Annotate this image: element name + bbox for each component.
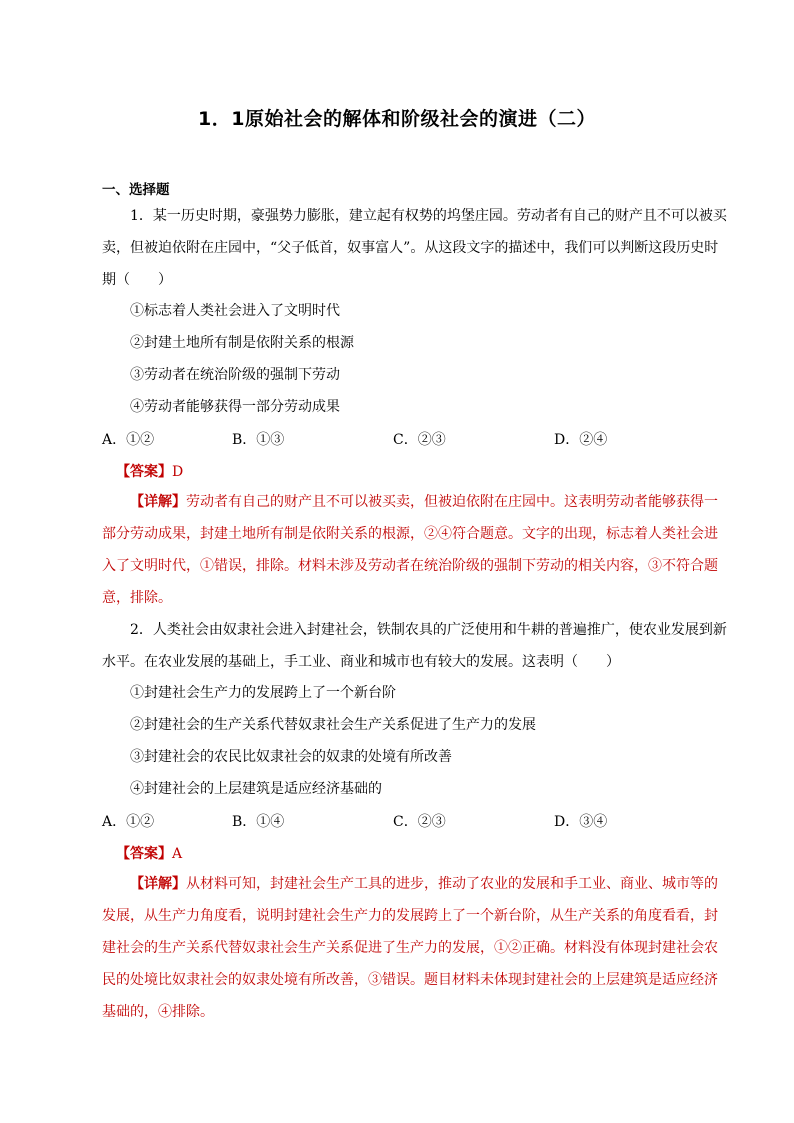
choice-a: A．①② — [102, 814, 155, 830]
detail-tag: 【详解】 — [130, 494, 186, 510]
question-2-answer — [116, 843, 182, 863]
choice-a: A．①② — [102, 432, 155, 448]
question-1-option-3: ③劳动者在统治阶级的强制下劳动 — [130, 367, 340, 383]
page-title: 1．1原始社会的解体和阶级社会的演进（二） — [198, 108, 596, 130]
detail-text: 劳动者有自己的财产且不可以被买卖，但被迫依附在庄园中。这表明劳动者能够获得一部分劳动成果，封建土地所有制是依附关系的根源，②④符合题意。文字的出现，标志着人类社会进入了文明时代，①错误，排除。材料未涉及劳动者在统治阶级的强制下劳动的相关内容，③不符合题意，排除。 — [102, 494, 718, 606]
question-2-detail — [102, 868, 727, 1028]
question-1-detail — [102, 486, 727, 614]
question-2-option-2: ②封建社会的生产关系代替奴隶社会生产关系促进了生产力的发展 — [130, 717, 536, 733]
question-2-stem: 2．人类社会由奴隶社会进入封建社会，铁制农具的广泛使用和牛耕的普遍推广，使农业发展到新水平。在农业发展的基础上，手工业、商业和城市也有较大的发展。这表明（ ） — [102, 622, 727, 670]
detail-text: 从材料可知，封建社会生产工具的进步，推动了农业的发展和手工业、商业、城市等的发展，从生产力角度看，说明封建社会生产力的发展跨上了一个新台阶，从生产关系的角度看看，封建社会的生产关系代替奴隶社会生产关系促进了生产力的发展，①②正确。材料没有体现封建社会农民的处境比奴隶社会的奴隶处境有所改善，③错误。题目材料未体现封建社会的上层建筑是适应经济基础的，④排除。 — [102, 876, 718, 1020]
choice-c: C．②③ — [393, 814, 446, 830]
question-2-option-3: ③封建社会的农民比奴隶社会的奴隶的处境有所改善 — [130, 749, 452, 765]
choice-c: C．②③ — [393, 432, 446, 448]
question-1-choices — [102, 429, 727, 449]
question-stem — [102, 200, 727, 296]
question-2-option-4: ④封建社会的上层建筑是适应经济基础的 — [130, 781, 382, 797]
question-2-choices — [102, 811, 727, 831]
detail-tag: 【详解】 — [130, 876, 186, 892]
question-1-stem: 1．某一历史时期，豪强势力膨胀，建立起有权势的坞堡庄园。劳动者有自己的财产且不可以被买卖，但被迫依附在庄园中，“父子低首，奴事富人”。从这段文字的描述中，我们可以判断这段历史时期（ ） — [102, 208, 727, 288]
question-1-option-1: ①标志着人类社会进入了文明时代 — [130, 303, 340, 319]
answer-tag: 【答案】 — [116, 464, 172, 480]
answer-tag: 【答案】 — [116, 846, 172, 862]
choice-b: B．①④ — [232, 814, 285, 830]
question-stem — [102, 614, 727, 678]
answer-value: A — [172, 846, 183, 862]
question-1-answer — [116, 461, 183, 481]
question-1-option-4: ④劳动者能够获得一部分劳动成果 — [130, 399, 340, 415]
question-2-option-1: ①封建社会生产力的发展跨上了一个新台阶 — [130, 685, 396, 701]
answer-value: D — [172, 464, 184, 480]
question-1-option-2: ②封建土地所有制是依附关系的根源 — [130, 335, 354, 351]
choice-d: D．③④ — [554, 814, 608, 830]
choice-d: D．②④ — [554, 432, 608, 448]
choice-b: B．①③ — [232, 432, 285, 448]
section-heading: 一、选择题 — [102, 182, 170, 198]
